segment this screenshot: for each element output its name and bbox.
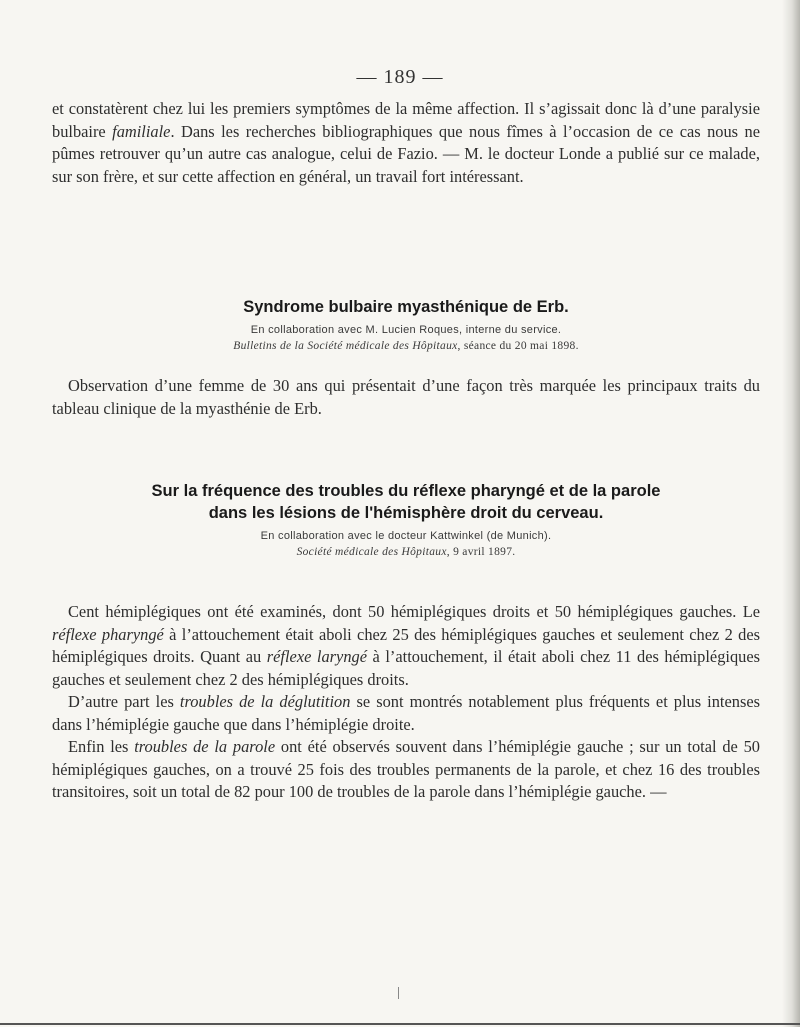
italic-term: troubles de la parole: [134, 737, 276, 756]
intro-paragraph-block: [52, 98, 760, 188]
source-citation: [52, 340, 760, 352]
intro-text-italic: familiale: [112, 121, 171, 141]
collaboration-note: En collaboration avec le docteur Kattwinkel (de Munich).: [260, 530, 552, 542]
text: D’autre part les: [68, 692, 180, 711]
binding-edge-shadow: [782, 0, 800, 1027]
section-title-line-2: dans les lésions de l'hémisphère droit du cerveau.: [208, 504, 604, 522]
italic-term: troubles de la déglutition: [179, 692, 351, 711]
text: à l’attouchement était aboli chez 25 des hémiplégiques gauches et seulement chez 2 des hémiplégiques droits. Quant au: [52, 624, 760, 666]
section-title: Syndrome bulbaire myasthénique de Erb.: [243, 298, 569, 316]
section2-paragraph-2: [52, 691, 760, 736]
text: se sont montrés notablement plus fréquents et plus intenses dans l’hémiplégie gauche que dans l’hémiplégie droite.: [52, 692, 760, 734]
section2-paragraph-3: [52, 736, 760, 804]
bottom-edge-line: [0, 1023, 800, 1025]
section-reflexe-pharynge: [52, 480, 760, 558]
italic-term: réflexe laryngé: [266, 647, 367, 666]
section1-body: Observation d’une femme de 30 ans qui présentait d’une façon très marquée les principaux traits du tableau clinique de la myasthénie de Erb.: [52, 376, 760, 418]
source-journal: Bulletins de la Société médicale des Hôpitaux: [233, 340, 458, 352]
source-citation: [52, 546, 760, 558]
text: ont été observés souvent dans l’hémiplégie gauche ; sur un total de 50 hémiplégiques gauches, on a trouvé 25 fois des troubles permanents de la parole, et chez 16 des troubles transitoires, soit un total de 82 pour 100 de troubles de la parole dans l’hémiplégie gauche. —: [52, 737, 760, 801]
collaboration-note: En collaboration avec M. Lucien Roques, interne du service.: [250, 324, 562, 336]
text: Cent hémiplégiques ont été examinés, dont 50 hémiplégiques droits et 50 hémiplégiques gauches. Le: [68, 602, 760, 621]
section-myasthenie: [52, 296, 760, 352]
text: à l’attouchement, il était aboli chez 11 des hémiplégiques gauches et seulement chez 2 des hémiplégiques droits.: [52, 647, 760, 689]
intro-text-2: . Dans les recherches bibliographiques que nous fîmes à l’occasion de ce cas nous ne pûmes retrouver qu’un autre cas analogue, celui de Fazio. — M. le docteur Londe a publié sur ce malade, sur son frère, et sur cette affection en général, un travail fort intéressant.: [52, 121, 760, 186]
section1-body-block: [52, 375, 760, 420]
source-journal: Société médicale des Hôpitaux: [296, 546, 447, 558]
section2-paragraph-1: [52, 601, 760, 691]
source-date: , 9 avril 1897.: [446, 546, 516, 558]
section2-body-block: [52, 601, 760, 804]
intro-text-1: et constatèrent chez lui les premiers symptômes de la même affection. Il s’agissait donc là d’une paralysie bulbaire: [52, 99, 760, 141]
scan-mark: [398, 987, 399, 999]
text: Enfin les: [68, 737, 135, 756]
intro-paragraph: [52, 98, 760, 188]
source-date: , séance du 20 mai 1898.: [457, 340, 579, 352]
section-title-line-1: Sur la fréquence des troubles du réflexe pharyngé et de la parole: [151, 482, 661, 500]
page-number: — 189 —: [356, 66, 444, 88]
italic-term: réflexe pharyngé: [52, 624, 164, 644]
